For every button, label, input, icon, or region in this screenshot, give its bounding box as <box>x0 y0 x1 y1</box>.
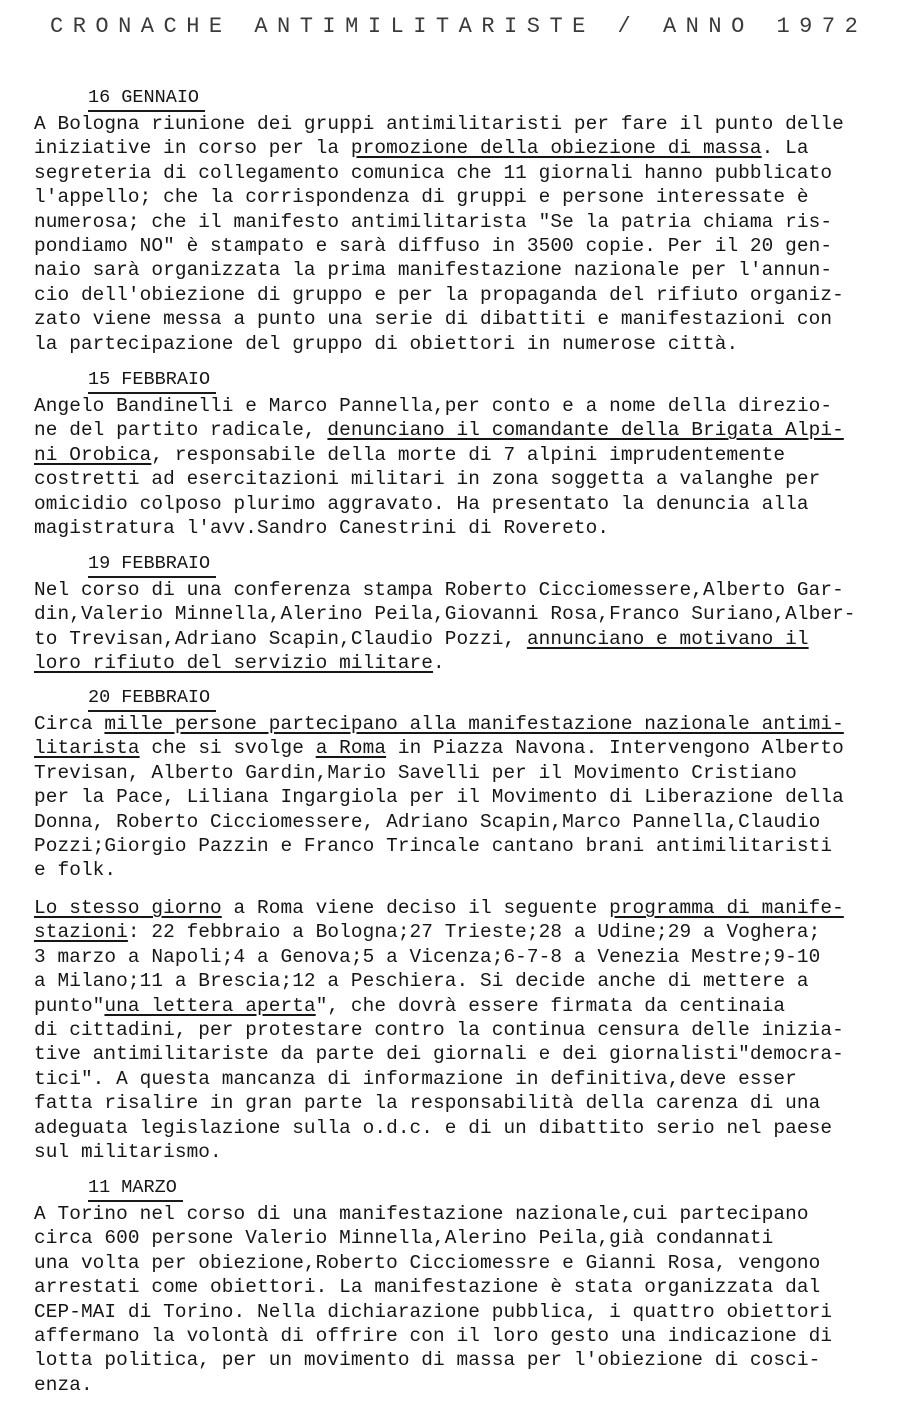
text-segment: . <box>433 652 445 675</box>
text-line <box>34 418 900 442</box>
text-line <box>34 858 900 882</box>
text-line <box>34 307 900 331</box>
text-line <box>34 578 900 602</box>
text-segment: A Bologna riunione dei gruppi antimilitaristi per fare il punto delle <box>34 113 844 135</box>
text-line <box>34 1018 900 1042</box>
text-segment: tive antimilitariste da parte dei giornali e dei giornalisti"democra- <box>34 1043 844 1066</box>
entry-date: 15 FEBBRAIO <box>88 368 216 394</box>
text-line <box>34 394 900 418</box>
entry-body <box>34 896 900 1164</box>
text-line <box>34 112 900 136</box>
text-segment: punto" <box>34 994 105 1017</box>
text-line <box>34 234 900 258</box>
entry-stesso-giorno <box>34 896 900 1164</box>
text-line <box>34 1067 900 1091</box>
text-line <box>34 761 900 785</box>
text-segment: din,Valerio Minnella,Alerino Peila,Giovanni Rosa,Franco Suriano,Alber- <box>34 603 856 626</box>
entry-body <box>34 112 900 356</box>
text-line <box>34 651 900 675</box>
underlined-text: annunciano e motivano il <box>526 627 809 650</box>
text-line <box>34 969 900 993</box>
text-segment: naio sarà organizzata la prima manifestazione nazionale per l'annun- <box>34 259 833 282</box>
underlined-text: loro rifiuto del servizio militare <box>34 652 434 675</box>
page-header: CRONACHE ANTIMILITARISTE / ANNO 1972 <box>50 14 868 39</box>
text-segment: pondiamo NO" è stampato e sarà diffuso in 3500 copie. Per il 20 gen- <box>34 235 833 258</box>
underlined-text: denunciano il comandante della Brigata Alpi- <box>327 419 844 442</box>
text-line <box>34 1091 900 1115</box>
text-segment: segreteria di collegamento comunica che 11 giornali hanno pubblicato <box>34 161 833 184</box>
text-line <box>34 1324 900 1348</box>
text-segment: to Trevisan,Adriano Scapin,Claudio Pozzi, <box>34 627 527 650</box>
text-line <box>34 1373 900 1397</box>
text-segment: iniziative in corso per la <box>34 137 351 160</box>
text-segment: : 22 febbraio a Bologna;27 Trieste;28 a Udine;29 a Voghera; <box>127 921 821 944</box>
text-line <box>34 1226 900 1250</box>
entry-date: 20 FEBBRAIO <box>88 686 216 712</box>
text-line <box>34 1300 900 1324</box>
text-segment: enza. <box>34 1373 93 1396</box>
text-segment: A Torino nel corso di una manifestazione nazionale,cui partecipano <box>34 1203 809 1225</box>
underlined-text: ni Orobica <box>34 443 152 466</box>
text-line <box>34 492 900 516</box>
text-segment: ne del partito radicale, <box>34 419 328 442</box>
text-line <box>34 161 900 185</box>
text-line <box>34 736 900 760</box>
entry-16-gennaio <box>34 86 900 356</box>
underlined-text: a Roma <box>315 737 387 760</box>
text-segment: Pozzi;Giorgio Pazzin e Franco Trincale cantano brani antimilitaristi <box>34 835 833 858</box>
text-line <box>34 516 900 540</box>
underlined-text: stazioni <box>34 921 128 944</box>
text-segment: sul militarismo. <box>34 1141 222 1164</box>
text-segment: ", che dovrà essere firmata da centinaia <box>315 994 786 1017</box>
text-line <box>34 602 900 626</box>
entry-date: 19 FEBBRAIO <box>88 552 216 578</box>
text-segment: Angelo Bandinelli e Marco Pannella,per conto e a nome della direzio- <box>34 395 833 417</box>
text-segment: numerosa; che il manifesto antimilitarista "Se la patria chiama ris- <box>34 210 833 233</box>
entry-date: 16 GENNAIO <box>88 86 205 112</box>
entry-11-marzo <box>34 1176 900 1397</box>
entry-15-febbraio <box>34 368 900 540</box>
entry-body <box>34 394 900 540</box>
text-segment: magistratura l'avv.Sandro Canestrini di Rovereto. <box>34 517 610 540</box>
entry-19-febbraio <box>34 552 900 676</box>
text-segment: omicidio colposo plurimo aggravato. Ha presentato la denuncia alla <box>34 492 809 515</box>
text-segment: la partecipazione del gruppo di obiettori in numerose città. <box>34 332 739 355</box>
text-line <box>34 1042 900 1066</box>
text-line <box>34 1251 900 1275</box>
text-line <box>34 810 900 834</box>
entry-date: 11 MARZO <box>88 1176 183 1202</box>
text-line <box>34 467 900 491</box>
text-segment: affermano la volontà di offrire con il loro gesto una indicazione di <box>34 1325 833 1348</box>
entry-body <box>34 1202 900 1397</box>
text-line <box>34 1202 900 1226</box>
text-line <box>34 136 900 160</box>
text-segment: in Piazza Navona. Intervengono Alberto <box>386 737 844 760</box>
underlined-text: promozione della obiezione di massa <box>350 137 762 160</box>
entry-20-febbraio <box>34 686 900 883</box>
text-segment: , responsabile della morte di 7 alpini imprudentemente <box>151 443 786 466</box>
text-segment: arrestati come obiettori. La manifestazione è stata organizzata dal <box>34 1276 821 1299</box>
text-segment: adeguata legislazione sulla o.d.c. e di un dibattito serio nel paese <box>34 1116 833 1139</box>
text-line <box>34 332 900 356</box>
text-segment: CEP-MAI di Torino. Nella dichiarazione pubblica, i quattro obiettori <box>34 1300 833 1323</box>
text-line <box>34 443 900 467</box>
text-segment: fatta risalire in gran parte la responsabilità della carenza di una <box>34 1092 821 1115</box>
text-segment: una volta per obiezione,Roberto Cicciomessre e Gianni Rosa, vengono <box>34 1251 821 1274</box>
text-line <box>34 283 900 307</box>
text-segment: costretti ad esercitazioni militari in zona soggetta a valanghe per <box>34 468 821 491</box>
underlined-text: programma di manife- <box>609 897 844 919</box>
text-line <box>34 1275 900 1299</box>
entry-body <box>34 578 900 676</box>
text-segment: 3 marzo a Napoli;4 a Genova;5 a Vicenza;6-7-8 a Venezia Mestre;9-10 <box>34 945 821 968</box>
text-line <box>34 712 900 736</box>
entry-body <box>34 712 900 883</box>
text-segment: a Milano;11 a Brescia;12 a Peschiera. Si decide anche di mettere a <box>34 970 809 993</box>
text-segment: Circa <box>34 713 105 735</box>
text-segment: lotta politica, per un movimento di massa per l'obiezione di cosci- <box>34 1349 821 1372</box>
text-segment: a Roma viene deciso il seguente <box>221 897 610 919</box>
text-segment: Trevisan, Alberto Gardin,Mario Savelli per il Movimento Cristiano <box>34 761 797 784</box>
text-line <box>34 258 900 282</box>
text-segment: che si svolge <box>139 737 316 760</box>
text-line <box>34 920 900 944</box>
text-line <box>34 945 900 969</box>
text-segment: zato viene messa a punto una serie di dibattiti e manifestazioni con <box>34 308 833 331</box>
text-line <box>34 627 900 651</box>
text-line <box>34 1116 900 1140</box>
text-segment: l'appello; che la corrispondenza di gruppi e persone interessate è <box>34 186 809 209</box>
text-line <box>34 210 900 234</box>
text-line <box>34 834 900 858</box>
text-segment: . La <box>761 137 809 160</box>
text-line <box>34 896 900 920</box>
text-line <box>34 994 900 1018</box>
text-segment: tici". A questa mancanza di informazione in definitiva,deve esser <box>34 1067 797 1090</box>
underlined-text: litarista <box>34 737 140 760</box>
underlined-text: mille persone partecipano alla manifestazione nazionale antimi- <box>104 713 844 735</box>
text-line <box>34 1348 900 1372</box>
text-segment: Nel corso di una conferenza stampa Roberto Cicciomessere,Alberto Gar- <box>34 579 844 601</box>
text-segment: di cittadini, per protestare contro la continua censura delle inizia- <box>34 1019 844 1042</box>
text-line <box>34 785 900 809</box>
underlined-text: Lo stesso giorno <box>34 897 222 919</box>
text-segment: e folk. <box>34 859 117 882</box>
text-line <box>34 1140 900 1164</box>
text-segment: per la Pace, Liliana Ingargiola per il Movimento di Liberazione della <box>34 786 844 809</box>
text-line <box>34 185 900 209</box>
text-segment: cio dell'obiezione di gruppo e per la propaganda del rifiuto organiz- <box>34 283 844 306</box>
text-segment: circa 600 persone Valerio Minnella,Alerino Peila,già condannati <box>34 1227 774 1250</box>
underlined-text: una lettera aperta <box>104 994 316 1017</box>
text-segment: Donna, Roberto Cicciomessere, Adriano Scapin,Marco Pannella,Claudio <box>34 810 821 833</box>
